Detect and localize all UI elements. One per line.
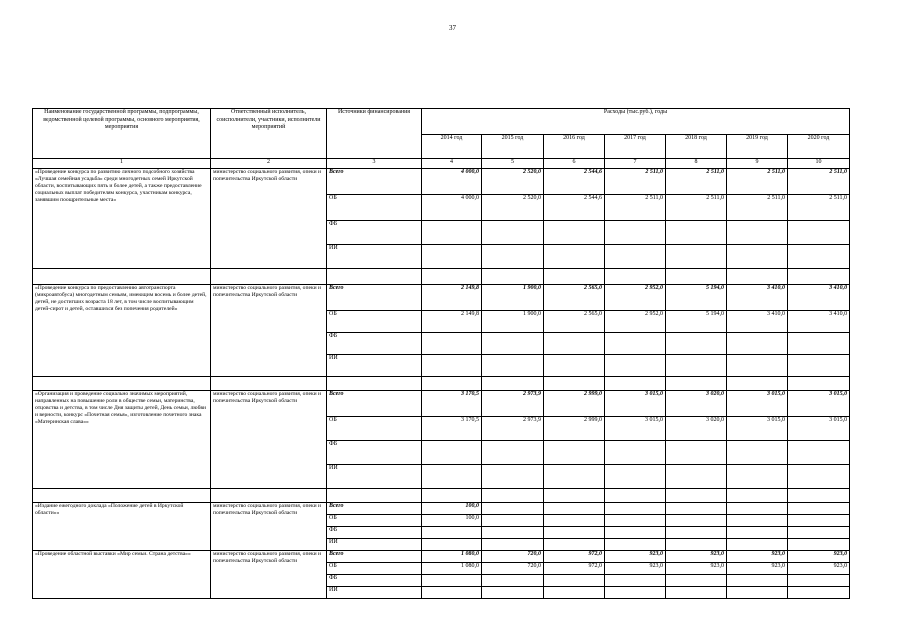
amount-cell [666,355,727,377]
column-number: 10 [788,159,850,169]
amount-cell [788,515,850,527]
amount-cell [605,515,666,527]
empty-cell [482,377,544,391]
funding-source: ИИ [327,587,422,599]
amount-cell: 3 170,5 [422,391,482,417]
table-row [33,391,850,417]
amount-cell [605,221,666,245]
amount-cell: 100,0 [422,503,482,515]
amount-cell: 923,0 [666,551,727,563]
amount-cell [422,221,482,245]
page-number: 37 [449,24,456,32]
empty-cell [422,377,482,391]
amount-cell [544,575,605,587]
empty-cell [727,269,788,285]
amount-cell: 3 015,0 [788,391,850,417]
amount-cell [666,515,727,527]
amount-cell [666,539,727,551]
amount-cell: 3 015,0 [605,417,666,441]
amount-cell: 720,0 [482,551,544,563]
amount-cell: 2 511,0 [727,195,788,221]
funding-source: ОБ [327,311,422,333]
amount-cell [666,503,727,515]
header-source: Источники финансирования [327,109,422,159]
amount-cell [788,245,850,269]
funding-source: Всего [327,551,422,563]
amount-cell [482,587,544,599]
amount-cell: 2 565,0 [544,311,605,333]
empty-cell [605,269,666,285]
amount-cell [482,355,544,377]
amount-cell [605,245,666,269]
table-row [33,285,850,311]
amount-cell [544,221,605,245]
amount-cell: 3 015,0 [727,417,788,441]
empty-cell [422,269,482,285]
amount-cell: 4 000,0 [422,169,482,195]
amount-cell: 3 410,0 [727,285,788,311]
column-number: 3 [327,159,422,169]
amount-cell [788,503,850,515]
amount-cell: 2 952,0 [605,311,666,333]
amount-cell [544,465,605,489]
year-header: 2017 год [605,135,666,159]
amount-cell [422,465,482,489]
year-header: 2015 год [482,135,544,159]
amount-cell: 3 015,0 [605,391,666,417]
funding-source: Всего [327,285,422,311]
amount-cell [605,465,666,489]
amount-cell: 2 149,8 [422,311,482,333]
amount-cell: 923,0 [605,551,666,563]
column-numbers-row [33,159,850,169]
amount-cell [482,539,544,551]
column-number: 7 [605,159,666,169]
amount-cell [605,355,666,377]
amount-cell [666,441,727,465]
amount-cell [666,333,727,355]
empty-cell [544,269,605,285]
amount-cell [727,355,788,377]
year-header: 2020 год [788,135,850,159]
column-number: 9 [727,159,788,169]
amount-cell: 2 511,0 [788,195,850,221]
funding-source: ИИ [327,465,422,489]
amount-cell [422,333,482,355]
funding-source: ОБ [327,563,422,575]
amount-cell: 2 511,0 [605,169,666,195]
amount-cell: 2 511,0 [727,169,788,195]
amount-cell [422,575,482,587]
amount-cell [422,527,482,539]
amount-cell: 2 973,9 [482,391,544,417]
program-executor: министерство социального развития, опеки и попечительства Иркутской области [211,169,327,269]
amount-cell [666,245,727,269]
table-row [33,503,850,515]
amount-cell: 923,0 [666,563,727,575]
funding-source: ИИ [327,539,422,551]
amount-cell: 923,0 [727,551,788,563]
empty-cell [33,269,211,285]
amount-cell: 923,0 [727,563,788,575]
header-name: Наименование государственной программы, подпрограммы, ведомственной целевой программы, основного мероприятия, мероприятия [33,109,211,159]
program-rows [33,169,850,599]
funding-source: ИИ [327,245,422,269]
amount-cell: 720,0 [482,563,544,575]
program-name: «Проведение областной выставки «Мир семьи. Страна детства»» [33,551,211,599]
amount-cell [422,245,482,269]
amount-cell [605,441,666,465]
funding-source: Всего [327,391,422,417]
amount-cell [727,441,788,465]
column-number: 1 [33,159,211,169]
amount-cell [605,527,666,539]
amount-cell [482,465,544,489]
amount-cell: 2 999,0 [544,417,605,441]
empty-cell [788,377,850,391]
amount-cell [544,527,605,539]
program-name: «Издание ежегодного доклада «Положение детей в Иркутской области»» [33,503,211,551]
amount-cell: 972,0 [544,551,605,563]
funding-source: Всего [327,169,422,195]
empty-cell [727,377,788,391]
amount-cell: 2 511,0 [788,169,850,195]
amount-cell: 2 952,0 [605,285,666,311]
amount-cell [605,539,666,551]
amount-cell [544,515,605,527]
amount-cell [544,355,605,377]
amount-cell: 3 015,0 [788,417,850,441]
amount-cell [727,575,788,587]
amount-cell [422,539,482,551]
amount-cell [727,515,788,527]
amount-cell [482,221,544,245]
funding-source: ОБ [327,515,422,527]
year-header: 2014 год [422,135,482,159]
amount-cell: 1 080,0 [422,551,482,563]
amount-cell: 2 511,0 [666,195,727,221]
empty-cell [482,489,544,503]
amount-cell: 2 544,6 [544,169,605,195]
amount-cell [605,575,666,587]
amount-cell [666,575,727,587]
empty-cell [788,489,850,503]
amount-cell [666,587,727,599]
separator-row [33,269,850,285]
amount-cell [605,503,666,515]
budget-table [32,108,850,599]
amount-cell: 5 194,0 [666,285,727,311]
amount-cell [666,527,727,539]
amount-cell: 2 511,0 [605,195,666,221]
amount-cell [422,355,482,377]
amount-cell [727,503,788,515]
amount-cell [788,355,850,377]
amount-cell [605,333,666,355]
funding-source: ФБ [327,333,422,355]
amount-cell [544,539,605,551]
amount-cell [788,465,850,489]
amount-cell [788,587,850,599]
amount-cell [788,527,850,539]
empty-cell [211,269,327,285]
amount-cell [544,441,605,465]
amount-cell: 3 020,0 [666,417,727,441]
amount-cell [666,221,727,245]
header-expenses: Расходы (тыс.руб.), годы [422,109,850,135]
amount-cell: 3 410,0 [727,311,788,333]
amount-cell: 4 000,0 [422,195,482,221]
empty-cell [33,489,211,503]
amount-cell: 3 410,0 [788,285,850,311]
amount-cell [422,587,482,599]
amount-cell [727,221,788,245]
amount-cell: 100,0 [422,515,482,527]
amount-cell: 923,0 [605,563,666,575]
amount-cell: 923,0 [788,551,850,563]
amount-cell [482,333,544,355]
empty-cell [327,377,422,391]
amount-cell [605,587,666,599]
funding-source: Всего [327,503,422,515]
funding-source: ФБ [327,221,422,245]
amount-cell: 1 900,0 [482,311,544,333]
year-header: 2019 год [727,135,788,159]
separator-row [33,489,850,503]
amount-cell: 2 565,0 [544,285,605,311]
funding-source: ИИ [327,355,422,377]
amount-cell [727,465,788,489]
funding-source: ОБ [327,195,422,221]
program-name: «Проведение конкурса по предоставлению автотранспорта (микроавтобуса) многодетным семьям, имеющим восемь и более детей, детей, не достигших возраста 18 лет, в том числе воспитывающим детей-сирот и детей, оставшихся без попечения родителей» [33,285,211,377]
amount-cell [482,245,544,269]
column-number: 8 [666,159,727,169]
amount-cell [666,465,727,489]
amount-cell: 5 194,0 [666,311,727,333]
empty-cell [33,377,211,391]
amount-cell: 3 020,0 [666,391,727,417]
empty-cell [788,269,850,285]
amount-cell [482,515,544,527]
funding-source: ФБ [327,575,422,587]
amount-cell [482,527,544,539]
header-executor: Ответственный исполнитель, соисполнители, участники, исполнители мероприятий [211,109,327,159]
funding-source: ФБ [327,441,422,465]
empty-cell [544,489,605,503]
amount-cell [788,539,850,551]
empty-cell [211,489,327,503]
program-executor: министерство социального развития, опеки и попечительства Иркутской области [211,285,327,377]
empty-cell [727,489,788,503]
amount-cell: 1 900,0 [482,285,544,311]
amount-cell: 3 170,5 [422,417,482,441]
amount-cell: 1 080,0 [422,563,482,575]
empty-cell [327,269,422,285]
amount-cell: 923,0 [788,563,850,575]
amount-cell [482,441,544,465]
amount-cell [544,587,605,599]
empty-cell [605,489,666,503]
empty-cell [327,489,422,503]
amount-cell [544,245,605,269]
amount-cell [422,441,482,465]
empty-cell [666,489,727,503]
column-number: 6 [544,159,605,169]
table-row [33,169,850,195]
amount-cell: 2 520,0 [482,195,544,221]
empty-cell [666,269,727,285]
amount-cell [788,333,850,355]
amount-cell [788,575,850,587]
year-header: 2016 год [544,135,605,159]
program-name: «Проведение конкурса по развитию личного подсобного хозяйства «Лучшая семейная усадьба» среди многодетных семей Иркутской области, воспитывающих пять и более детей, а также предоставление социальных выплат победителям конкурса, участникам конкурса, занявшим поощрительные места» [33,169,211,269]
amount-cell [727,245,788,269]
amount-cell: 2 511,0 [666,169,727,195]
funding-source: ФБ [327,527,422,539]
empty-cell [211,377,327,391]
amount-cell [788,221,850,245]
table-row [33,551,850,563]
empty-cell [605,377,666,391]
funding-source: ОБ [327,417,422,441]
column-number: 2 [211,159,327,169]
column-number: 5 [482,159,544,169]
empty-cell [482,269,544,285]
empty-cell [544,377,605,391]
year-header: 2018 год [666,135,727,159]
amount-cell [482,503,544,515]
program-executor: министерство социального развития, опеки и попечительства Иркутской области [211,551,327,599]
amount-cell [544,503,605,515]
separator-row [33,377,850,391]
amount-cell: 2 999,0 [544,391,605,417]
amount-cell [727,527,788,539]
empty-cell [422,489,482,503]
amount-cell: 3 015,0 [727,391,788,417]
empty-cell [666,377,727,391]
amount-cell: 2 520,0 [482,169,544,195]
amount-cell: 3 410,0 [788,311,850,333]
program-executor: министерство социального развития, опеки и попечительства Иркутской области [211,503,327,551]
column-number: 4 [422,159,482,169]
amount-cell [727,587,788,599]
amount-cell [727,539,788,551]
amount-cell [788,441,850,465]
program-name: «Организация и проведение социально значимых мероприятий, направленных на повышение роли в обществе семьи, материнства, отцовства и детства, в том числе Дня защиты детей, День семьи, любви и верности, конкурс «Почетная семья», изготовление почетного знака «Материнская слава»» [33,391,211,489]
amount-cell: 2 149,8 [422,285,482,311]
amount-cell [544,333,605,355]
amount-cell: 2 973,9 [482,417,544,441]
program-executor: министерство социального развития, опеки и попечительства Иркутской области [211,391,327,489]
amount-cell: 972,0 [544,563,605,575]
amount-cell [482,575,544,587]
amount-cell [727,333,788,355]
amount-cell: 2 544,6 [544,195,605,221]
